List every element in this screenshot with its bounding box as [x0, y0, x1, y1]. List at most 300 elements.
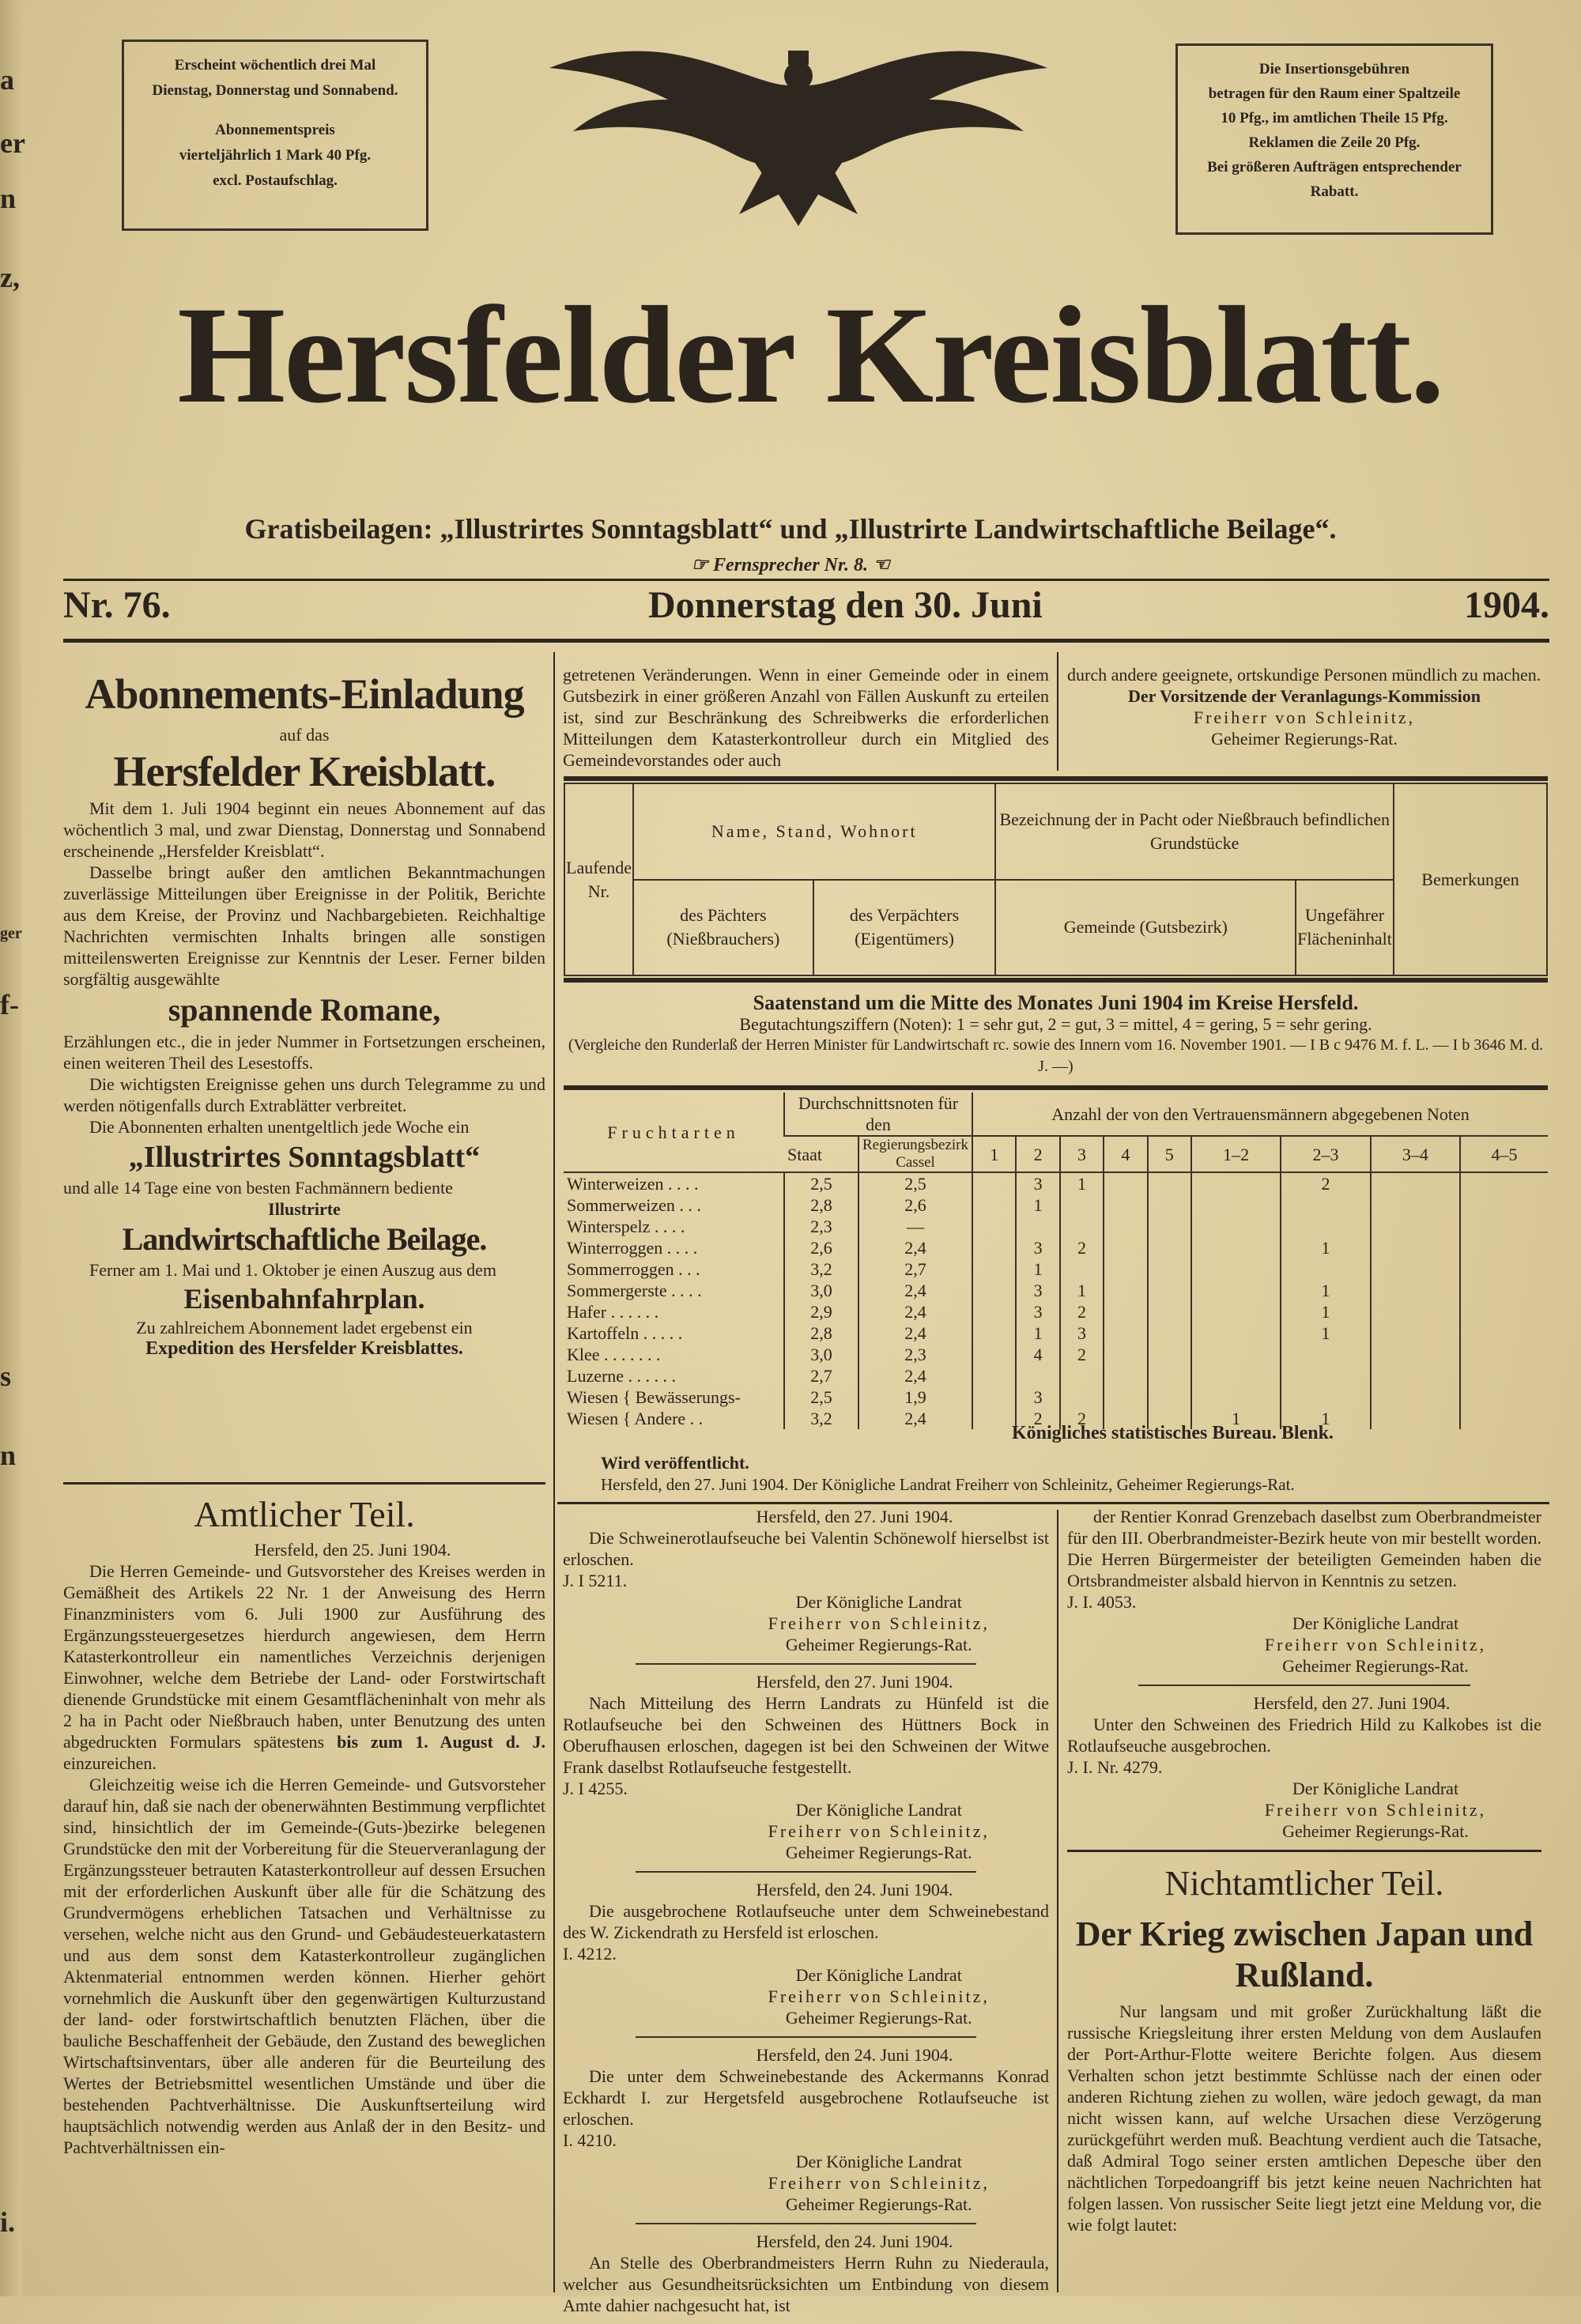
notice-separator [636, 1871, 976, 1873]
notice-date: Hersfeld, den 24. Juni 1904. [756, 2045, 953, 2065]
invitation-subline: auf das [279, 725, 330, 745]
vote-count [1191, 1216, 1281, 1237]
invitation-paragraph: Die Abonnenten erhalten unentgeltlich jede Woche ein [89, 1117, 470, 1137]
vote-count [1460, 1194, 1548, 1216]
article-text: Nur langsam und mit großer Zurückhaltung läßt die russische Kriegsleitung ihrer ersten Meldung von dem Auslaufen der Port-Arthur-Flotte weitere Berichte folgen. Aus diesem Verhalten schon jetzt bestimmte Schlüsse nach der einen oder anderen Richtung ziehen zu wollen, wäre jedoch gewagt, da man nicht wissen kann, auf welche Ursachen diese Verzögerung zurückgeführt werden muß. Beachtung verdient auch die Tatsache, daß Admiral Togo seiner ersten amtlichen Depesche über den nächtlichen Torpedoangriff bis jetzt keine neuen Nachrichten hat folgen lassen. Von russischer Seite liegt jetzt eine Meldung vor, die wie folgt lautet: [1067, 2001, 1541, 2235]
district-average: 2,4 [858, 1237, 972, 1258]
grade-header: 4–5 [1460, 1136, 1548, 1172]
table-row [564, 1280, 1548, 1301]
issue-date: Donnerstag den 30. Juni [648, 584, 1043, 626]
vote-count [1191, 1365, 1281, 1386]
notice-reference: J. I 4255. [563, 1779, 628, 1798]
signature-name: Freiherr von Schleinitz, [1193, 707, 1416, 727]
price-note: excl. Postaufschlag. [213, 172, 338, 189]
invitation-paragraph: Ferner am 1. Mai und 1. Oktober je einen Auszug aus dem [89, 1260, 497, 1280]
notice-text: Die ausgebrochene Rotlaufseuche unter dem Schweinebestand des W. Zickendrath zu Hersfeld ist erloschen. [563, 1901, 1049, 1942]
signature-line: Der Königliche Landrat [1292, 1779, 1459, 1798]
vote-count [1148, 1258, 1191, 1280]
district-average: 1,9 [858, 1386, 972, 1408]
margin-fragment: z, [0, 262, 20, 293]
official-text: einzureichen. [63, 1753, 157, 1773]
margin-fragment: n [0, 1439, 17, 1471]
table-row [564, 1216, 1548, 1237]
header-averages: Durchschnittsnoten für den [784, 1092, 972, 1136]
vote-count [1191, 1344, 1281, 1365]
column-divider [1057, 652, 1058, 771]
article-title: Der Krieg zwischen Japan und Rußland. [1075, 1915, 1534, 1994]
supplement-prefix: Illustrirte [268, 1199, 341, 1219]
margin-fragment: ger [0, 925, 22, 942]
stats-title: Saatenstand um die Mitte des Monates Juni 1904 im Kreise Hersfeld. [753, 991, 1359, 1014]
notices-right-column [1067, 1506, 1541, 1842]
notice-text: Die unter dem Schweinebestande des Ackermanns Konrad Eckhardt I. zur Hergetsfeld ausgebrochene Rotlaufseuche ist erloschen. [563, 2066, 1049, 2129]
district-average: 2,4 [858, 1280, 972, 1301]
vote-count [1460, 1408, 1548, 1429]
vote-count [1281, 1365, 1370, 1386]
lease-form-table [564, 783, 1548, 976]
invitation-paragraph: Die wichtigsten Ereignisse gehen uns durch Telegramme zu und werden nötigenfalls durch Extrablätter verbreitet. [63, 1074, 545, 1115]
vote-count [972, 1408, 1016, 1429]
vote-count [1191, 1386, 1281, 1408]
vote-count [1460, 1344, 1548, 1365]
section-rule [1067, 1850, 1541, 1852]
vote-count: 2 [1060, 1408, 1104, 1429]
table-row [564, 1386, 1548, 1408]
header-crops: Fruchtarten [564, 1092, 784, 1172]
crop-name: Kartoffeln . . . . . [567, 1323, 683, 1343]
grade-header: 5 [1148, 1136, 1191, 1172]
vote-count [1371, 1216, 1460, 1237]
official-continuation: getretenen Veränderungen. Wenn in einer Gemeinde oder in einem Gutsbezirk in einer größeren Anzahl von Fällen Auskunft zu erteilen ist, sind zur Beschränkung des Schreibwerks die erforderlichen Mitteilungen dem Katasterkontrolleur durch ein Mitglied des Gemeindevorstandes oder auch [563, 665, 1049, 770]
header-state: Staat [784, 1136, 858, 1172]
timetable-heading: Eisenbahnfahrplan. [183, 1283, 425, 1315]
vote-count [972, 1386, 1016, 1408]
invitation-paragraph: Erzählungen etc., die in jeder Nummer in Fortsetzungen erscheinen, einen weiteren Theil des Lesestoffs. [63, 1032, 545, 1073]
notice-text: Unter den Schweinen des Friedrich Hild zu Kalkobes ist die Rotlaufseuche ausgebrochen. [1067, 1715, 1541, 1756]
notice-separator [636, 2223, 976, 2224]
table-row [564, 1301, 1548, 1322]
vote-count: 1 [1016, 1194, 1059, 1216]
column-divider [553, 652, 555, 2292]
crop-name: Wiesen { Andere . . [567, 1409, 704, 1428]
published-note: Wird veröffentlicht. [601, 1453, 749, 1473]
grade-header: 2 [1016, 1136, 1059, 1172]
published-line: Hersfeld, den 27. Juni 1904. Der Königliche Landrat Freiherr von Schleinitz, Geheimer Regierungs-Rat. [601, 1475, 1295, 1494]
subscription-invitation [63, 664, 545, 1360]
signature-line: Geheimer Regierungs-Rat. [785, 2008, 972, 2028]
state-average: 3,2 [784, 1258, 858, 1280]
newspaper-title: Hersfelder Kreisblatt. [177, 278, 1443, 432]
vote-count [1148, 1194, 1191, 1216]
vote-count: 1 [1016, 1322, 1059, 1344]
novels-heading: spannende Romane, [168, 992, 441, 1028]
signature-line: Der Königliche Landrat [795, 1965, 962, 1985]
invitation-heading: Abonnements-Einladung [85, 670, 524, 718]
signature-line: Freiherr von Schleinitz, [768, 2173, 990, 2193]
stats-signature: Königliches statistisches Bureau. Blenk. [1012, 1423, 1334, 1443]
table-rule [564, 978, 1548, 983]
column-divider [1057, 1510, 1058, 2292]
header-running-number: Laufende Nr. [564, 783, 633, 975]
vote-count [1371, 1237, 1460, 1258]
state-average: 2,6 [784, 1237, 858, 1258]
vote-count [1460, 1258, 1548, 1280]
notices-middle-column [563, 1506, 1049, 2324]
table-row [564, 1344, 1548, 1365]
vote-count [1060, 1194, 1104, 1216]
advertising-rates-box [1175, 43, 1493, 235]
vote-count [1104, 1322, 1147, 1344]
header-remarks: Bemerkungen [1394, 783, 1547, 975]
notice [563, 2231, 1049, 2316]
vote-count [972, 1322, 1016, 1344]
supplements-line: Gratisbeilagen: „Illustrirtes Sonntagsblatt“ und „Illustrirte Landwirtschaftliche Beilage“. [244, 513, 1337, 545]
vote-count [1104, 1258, 1147, 1280]
vote-count [1371, 1194, 1460, 1216]
state-average: 2,3 [784, 1216, 858, 1237]
district-average: 2,3 [858, 1344, 972, 1365]
grade-header: 1–2 [1191, 1136, 1281, 1172]
vote-count [1191, 1322, 1281, 1344]
header-district: Regierungsbezirk Cassel [858, 1136, 972, 1172]
stats-reference: (Vergleiche den Runderlaß der Herren Minister für Landwirtschaft rc. sowie des Innern vom 16. November 1901. — I B c 9476 M. f. L. — I b 3646 M. d. J. —) [568, 1036, 1544, 1075]
eagle-emblem-icon [541, 36, 1055, 230]
invitation-paragraph: und alle 14 Tage eine von besten Fachmännern bediente [63, 1178, 453, 1198]
signature-line: Der Königliche Landrat [795, 1800, 962, 1820]
notice-date: Hersfeld, den 24. Juni 1904. [756, 1880, 953, 1900]
header-vote-counts: Anzahl der von den Vertrauensmännern abgegebenen Noten [972, 1092, 1548, 1136]
vote-count [1148, 1216, 1191, 1237]
notice [1067, 1506, 1541, 1677]
grade-header: 2–3 [1281, 1136, 1370, 1172]
vote-count [1371, 1344, 1460, 1365]
vote-count [972, 1344, 1016, 1365]
vote-count: 1 [1191, 1408, 1281, 1429]
state-average: 2,7 [784, 1365, 858, 1386]
vote-count: 3 [1016, 1172, 1059, 1194]
signature-line: Geheimer Regierungs-Rat. [785, 1635, 972, 1654]
notice-reference: I. 4212. [563, 1944, 617, 1964]
vote-count [1104, 1344, 1147, 1365]
vote-count [1148, 1322, 1191, 1344]
vote-count [1371, 1280, 1460, 1301]
vote-count: 1 [1060, 1172, 1104, 1194]
table-rule [564, 776, 1548, 781]
table-row [564, 1194, 1548, 1216]
grade-header: 3 [1060, 1136, 1104, 1172]
section-rule [557, 1502, 1549, 1504]
state-average: 3,0 [784, 1344, 858, 1365]
crop-stats-heading [564, 992, 1548, 1077]
schedule-days: Dienstag, Donnerstag und Sonnabend. [152, 82, 398, 99]
rates-line: Rabatt. [1310, 183, 1359, 200]
vote-count [1281, 1344, 1370, 1365]
signature-line: Geheimer Regierungs-Rat. [1282, 1656, 1469, 1676]
vote-count [1060, 1365, 1104, 1386]
signature-line: Freiherr von Schleinitz, [768, 1821, 990, 1841]
margin-fragment: a [0, 64, 14, 96]
signature-line: Freiherr von Schleinitz, [1264, 1635, 1487, 1654]
vote-count [1281, 1258, 1370, 1280]
header-name-group: Name, Stand, Wohnort [633, 783, 995, 880]
vote-count [1191, 1237, 1281, 1258]
vote-count [1191, 1301, 1281, 1322]
vote-count [1060, 1258, 1104, 1280]
vote-count [1148, 1344, 1191, 1365]
grade-header: 4 [1104, 1136, 1147, 1172]
vote-count: 2 [1281, 1172, 1370, 1194]
vote-count [1060, 1216, 1104, 1237]
vote-count [1460, 1237, 1548, 1258]
crop-stats-table [564, 1092, 1548, 1429]
vote-count [1148, 1237, 1191, 1258]
margin-fragment: n [0, 183, 17, 214]
vote-count [1281, 1194, 1370, 1216]
state-average: 2,8 [784, 1322, 858, 1344]
notice-date: Hersfeld, den 27. Juni 1904. [1253, 1693, 1451, 1713]
vote-count: 1 [1060, 1280, 1104, 1301]
vote-count [1148, 1172, 1191, 1194]
publication-info-box [122, 40, 428, 231]
signature-line: Der Königliche Landrat [795, 2152, 962, 2171]
invitation-sender: Expedition des Hersfelder Kreisblattes. [145, 1338, 463, 1359]
notice-reference: I. 4210. [563, 2130, 617, 2150]
vote-count [1371, 1172, 1460, 1194]
section-rule [63, 1482, 545, 1485]
notice-text: An Stelle des Oberbrandmeisters Herrn Ruhn zu Niederaula, welcher aus Gesundheitsrücksichten um Entbindung von diesem Amte dahier nachgesucht hat, ist [563, 2253, 1049, 2315]
notice-date: Hersfeld, den 24. Juni 1904. [756, 2232, 953, 2251]
sunday-supplement-name: „Illustrirtes Sonntagsblatt“ [128, 1141, 481, 1174]
vote-count [1371, 1258, 1460, 1280]
vote-count: 2 [1060, 1301, 1104, 1322]
table-row [564, 1237, 1548, 1258]
deadline: bis zum 1. August d. J. [337, 1732, 545, 1752]
signature-line: Freiherr von Schleinitz, [768, 1613, 990, 1633]
state-average: 2,8 [784, 1194, 858, 1216]
official-paragraph [63, 1560, 545, 1774]
invitation-paper-name: Hersfelder Kreisblatt. [113, 748, 496, 795]
invitation-paragraph: Mit dem 1. Juli 1904 beginnt ein neues Abonnement auf das wöchentlich 3 mal, und zwar Dienstag, Donnerstag und Sonnabend erscheinende „Hersfelder Kreisblatt“. [63, 798, 545, 861]
crop-name: Hafer . . . . . . [567, 1302, 659, 1322]
crop-name: Klee . . . . . . . [567, 1345, 661, 1364]
crop-name: Sommergerste . . . . [567, 1281, 702, 1300]
vote-count [1371, 1408, 1460, 1429]
official-text: durch andere geeignete, ortskundige Personen mündlich zu machen. [1067, 665, 1541, 685]
margin-fragment: f- [0, 989, 19, 1021]
vote-count [1371, 1386, 1460, 1408]
notice-date: Hersfeld, den 25. Juni 1904. [254, 1540, 451, 1560]
invitation-closing: Zu zahlreichem Abonnement ladet ergebenst ein [136, 1318, 473, 1337]
district-average: 2,4 [858, 1408, 972, 1429]
vote-count: 1 [1281, 1322, 1370, 1344]
crop-name: Wiesen { Bewässerungs- [567, 1387, 741, 1407]
table-row [564, 1258, 1548, 1280]
crop-name: Winterspelz . . . . [567, 1217, 685, 1236]
notice-date: Hersfeld, den 27. Juni 1904. [756, 1672, 953, 1692]
notice-reference: J. I 5211. [563, 1571, 628, 1590]
header-lessor: des Verpächters (Eigentümers) [813, 880, 996, 976]
previous-page-margin [0, 0, 25, 2296]
notice [563, 1671, 1049, 1863]
header-municipality: Gemeinde (Gutsbezirk) [995, 880, 1296, 976]
official-section [63, 1490, 545, 2158]
district-average: 2,7 [858, 1258, 972, 1280]
vote-count: 3 [1016, 1237, 1059, 1258]
header-lessee: des Pächters (Nießbrauchers) [633, 880, 813, 976]
rates-line: betragen für den Raum einer Spaltzeile [1208, 85, 1461, 102]
signature-line: Geheimer Regierungs-Rat. [1282, 1821, 1469, 1841]
vote-count [972, 1237, 1016, 1258]
vote-count: 1 [1281, 1301, 1370, 1322]
schedule-line: Erscheint wöchentlich drei Mal [174, 57, 376, 74]
vote-count [1148, 1386, 1191, 1408]
notice-reference: J. I. Nr. 4279. [1067, 1757, 1163, 1777]
vote-count [1191, 1194, 1281, 1216]
vote-count [1281, 1386, 1370, 1408]
vote-count: 3 [1016, 1386, 1059, 1408]
notice-text: Die Schweinerotlaufseuche bei Valentin Schönewolf hierselbst ist erloschen. [563, 1528, 1049, 1569]
state-average: 3,2 [784, 1408, 858, 1429]
notice-reference: J. I. 4053. [1067, 1592, 1137, 1612]
vote-count [1104, 1365, 1147, 1386]
official-continuation-right [1067, 664, 1541, 749]
grade-header: 3–4 [1371, 1136, 1460, 1172]
vote-count [1016, 1365, 1059, 1386]
vote-count [972, 1301, 1016, 1322]
notice-separator [1138, 1685, 1470, 1686]
issue-line [63, 583, 1549, 631]
vote-count: 3 [1016, 1301, 1059, 1322]
vote-count: 1 [1281, 1237, 1370, 1258]
rates-line: Reklamen die Zeile 20 Pfg. [1248, 134, 1421, 151]
rates-line: Bei größeren Aufträgen entsprechender [1207, 159, 1462, 175]
district-average: — [858, 1216, 972, 1237]
margin-fragment: s [0, 1360, 12, 1392]
vote-count [1104, 1301, 1147, 1322]
vote-count [1460, 1301, 1548, 1322]
right-column [1067, 1506, 1541, 2235]
state-average: 2,9 [784, 1301, 858, 1322]
stats-legend: Begutachtungsziffern (Noten): 1 = sehr gut, 2 = gut, 3 = mittel, 4 = gering, 5 = sehr gering. [739, 1014, 1372, 1034]
vote-count [972, 1365, 1016, 1386]
notice-separator [636, 2036, 976, 2038]
signature-rank: Geheimer Regierungs-Rat. [1211, 729, 1398, 749]
signature-line: Geheimer Regierungs-Rat. [785, 1843, 972, 1862]
signature-title: Der Vorsitzende der Veranlagungs-Kommission [1128, 686, 1481, 706]
margin-fragment: er [0, 127, 25, 159]
vote-count: 2 [1016, 1408, 1059, 1429]
vote-count: 1 [1281, 1408, 1370, 1429]
official-paragraph: Gleichzeitig weise ich die Herren Gemeinde- und Gutsvorsteher darauf hin, daß sie nach der obenerwähnten Bestimmung verpflichtet sind, hinsichtlich der im Gemeinde-(Guts-)bezirke belegenen Grundstücke den mit der Vorbereitung für die Steuerveranlagung der Ergänzungssteuer betrauten Katasterkontrolleur auf dessen Ersuchen mit der erforderlichen Auskunft über alle für die Schätzung des Grundvermögens erheblichen Tatsachen und Verhältnisse zu versehen, welche nicht aus den Grund- und Gebäudesteuerkatastern und aus dem sonst dem Katasterkontrolleur zugänglichen Aktenmaterial entnommen werden können. Hierher gehört vornehmlich die Auskunft über den gegenwärtigen Kulturzustand der land- oder forstwirtschaftlich benutzten Flächen, über die bauliche Beschaffenheit der Gebäude, den Zustand des beweglichen Wirtschaftsinventars, über alle anderen für die Beurteilung des Wertes der Betriebsmittel wesentlichen Umstände und über die bestehenden Pachtverhältnisse. Die Auskunftserteilung wird hauptsächlich notwendig werden aus Anlaß der in den Besitz- und Pachtverhältnissen ein- [63, 1775, 545, 2157]
masthead-rule-bottom [63, 639, 1549, 643]
issue-number: Nr. 76. [63, 584, 171, 626]
rates-line: Die Insertionsgebühren [1258, 61, 1410, 77]
vote-count [1371, 1322, 1460, 1344]
vote-count [1060, 1386, 1104, 1408]
notice [563, 1879, 1049, 2028]
vote-count [1148, 1365, 1191, 1386]
vote-count [1104, 1216, 1147, 1237]
vote-count: 1 [1281, 1280, 1370, 1301]
vote-count [1460, 1386, 1548, 1408]
vote-count [1191, 1172, 1281, 1194]
signature-line: Der Königliche Landrat [1292, 1613, 1459, 1633]
vote-count [1104, 1172, 1147, 1194]
signature-line: Geheimer Regierungs-Rat. [785, 2194, 972, 2214]
state-average: 2,5 [784, 1386, 858, 1408]
nonofficial-heading: Nichtamtlicher Teil. [1164, 1864, 1444, 1903]
state-average: 3,0 [784, 1280, 858, 1301]
crop-name: Sommerroggen . . . [567, 1259, 700, 1279]
vote-count [972, 1216, 1016, 1237]
price-label: Abonnementspreis [215, 122, 335, 138]
rates-line: 10 Pfg., im amtlichen Theile 15 Pfg. [1221, 110, 1448, 126]
crop-name: Sommerweizen . . . [567, 1195, 701, 1215]
header-designation: Bezeichnung der in Pacht oder Nießbrauch befindlichen Grundstücke [995, 783, 1394, 880]
district-average: 2,4 [858, 1322, 972, 1344]
vote-count [972, 1258, 1016, 1280]
vote-count [1281, 1216, 1370, 1237]
vote-count [972, 1172, 1016, 1194]
notice [563, 2044, 1049, 2215]
grade-header: 1 [972, 1136, 1016, 1172]
vote-count [1191, 1280, 1281, 1301]
state-average: 2,5 [784, 1172, 858, 1194]
invitation-paragraph: Dasselbe bringt außer den amtlichen Bekanntmachungen zuverlässige Mitteilungen über Ereignisse in der Politik, Berichte aus dem Kreise, der Provinz und Nachbargebieten. Reichhaltige Nachrichten vermischten Inhalts bringen alle sonstigen mitteilenswerten Ereignisse zur Kenntnis der Leser. Ferner bilden sorgfältig ausgewählte [63, 862, 545, 989]
district-average: 2,6 [858, 1194, 972, 1216]
signature-line: Der Königliche Landrat [795, 1592, 962, 1612]
district-average: 2,4 [858, 1365, 972, 1386]
vote-count [1460, 1280, 1548, 1301]
vote-count [1191, 1258, 1281, 1280]
vote-count: 2 [1060, 1344, 1104, 1365]
official-heading: Amtlicher Teil. [194, 1494, 415, 1534]
notice [1067, 1692, 1541, 1842]
vote-count [1016, 1216, 1059, 1237]
header-area: Ungefährer Flächeninhalt [1296, 880, 1394, 976]
signature-line: Freiherr von Schleinitz, [1264, 1800, 1487, 1820]
price-value: vierteljährlich 1 Mark 40 Pfg. [179, 147, 372, 164]
vote-count [1371, 1365, 1460, 1386]
vote-count [1148, 1301, 1191, 1322]
vote-count [1148, 1280, 1191, 1301]
district-average: 2,4 [858, 1301, 972, 1322]
notice-text: Nach Mitteilung des Herrn Landrats zu Hünfeld ist die Rotlaufseuche bei den Schweinen des Hüttners Bock in Oberufhausen erloschen, dagegen ist bei den Schweinen der Witwe Frank daselbst Rotlaufseuche festgestellt. [563, 1693, 1049, 1777]
vote-count: 4 [1016, 1344, 1059, 1365]
vote-count [1460, 1365, 1548, 1386]
vote-count [1104, 1194, 1147, 1216]
issue-year: 1904. [1464, 584, 1549, 626]
notice-date: Hersfeld, den 27. Juni 1904. [756, 1507, 953, 1526]
notice-separator [636, 1663, 976, 1665]
table-row [564, 1322, 1548, 1344]
vote-count: 3 [1060, 1322, 1104, 1344]
vote-count [1371, 1301, 1460, 1322]
vote-count [1460, 1172, 1548, 1194]
crop-name: Luzerne . . . . . . [567, 1366, 677, 1386]
vote-count [1104, 1237, 1147, 1258]
notice [563, 1506, 1049, 1655]
table-rule [564, 1085, 1548, 1090]
masthead-rule-top [63, 579, 1549, 581]
vote-count [1104, 1280, 1147, 1301]
vote-count [1460, 1322, 1548, 1344]
crop-name: Winterweizen . . . . [567, 1174, 699, 1194]
vote-count: 2 [1060, 1237, 1104, 1258]
table-row [564, 1365, 1548, 1386]
vote-count [972, 1280, 1016, 1301]
signature-line: Freiherr von Schleinitz, [768, 1986, 990, 2006]
